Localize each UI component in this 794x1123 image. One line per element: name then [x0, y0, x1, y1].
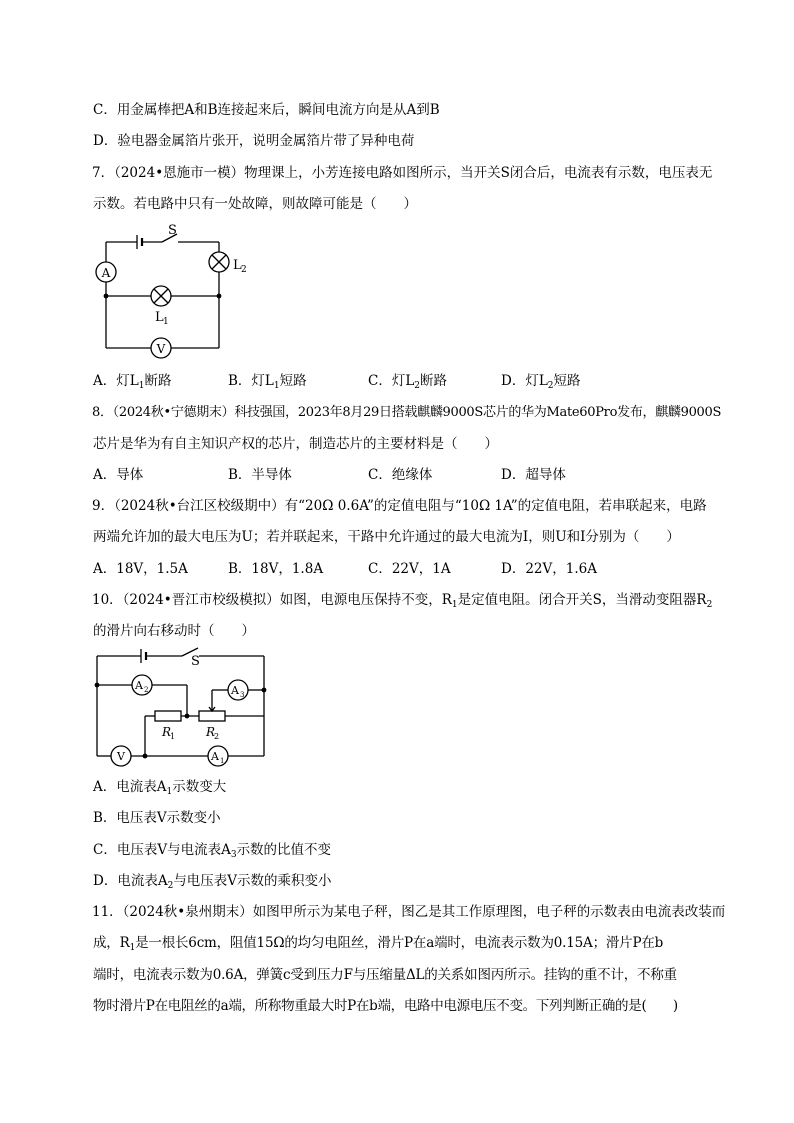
q9-stem-line2: 两端允许加的最大电压为U；若并联起来，干路中允许通过的最大电流为I，则U和I分别为（ ）	[93, 529, 680, 545]
q6-option-d: D．验电器金属箔片张开，说明金属箔片带了异种电荷	[93, 133, 415, 149]
q7-option-c: C．灯$L_2$断路	[368, 373, 448, 391]
q10-stem-line2: 的滑片向右移动时（ ）	[93, 623, 255, 639]
q7-option-b: B．灯$L_1$短路	[228, 373, 307, 391]
q7-option-d: D．灯$L_2$短路	[501, 373, 581, 391]
q7-ammeter-label: A	[101, 266, 111, 280]
q7-l2-sub: 2	[241, 265, 247, 275]
q11-stem-line2: 成，$R_1$是一根长6cm，阻值15Ω的均匀电阻丝，滑片P在a端时，电流表示数为0.15A；滑片P在b	[93, 935, 664, 953]
q9-option-c: C．22V，1A	[368, 561, 451, 577]
q8-option-c: C．绝缘体	[368, 467, 433, 483]
q11-stem-line4: 物时滑片P在电阻丝的a端，所称物重最大时P在b端，电路中电源电压不变。下列判断正确的是( )	[93, 998, 678, 1014]
q7-stem-line2: 示数。若电路中只有一处故障，则故障可能是（ ）	[93, 196, 417, 212]
q7-circuit-diagram	[90, 220, 250, 360]
q8-option-d: D．超导体	[501, 467, 566, 483]
q7-l1-sub: 1	[163, 317, 169, 327]
q9-options	[93, 559, 733, 579]
q10-r1-sub: 1	[170, 732, 176, 741]
q10-circuit-diagram	[90, 645, 270, 770]
q7-l2-label: L	[233, 258, 242, 273]
q10-option-b: B．电压表V示数变小	[93, 810, 221, 826]
q8-options	[93, 465, 733, 485]
q8-option-a: A．导体	[93, 467, 144, 483]
q10-r2-sub: 2	[214, 732, 220, 741]
q10-r1-label: R	[162, 725, 172, 739]
q8-stem-line2: 芯片是华为有自主知识产权的芯片，制造芯片的主要材料是（ ）	[93, 436, 498, 452]
q7-options	[93, 371, 733, 391]
q7-option-a: A．灯$L_1$断路	[93, 373, 172, 391]
q10-option-c: C．电压表V与电流表$A_3$示数的比值不变	[93, 842, 332, 860]
q7-voltmeter-label: V	[156, 342, 166, 356]
q10-r2-label: R	[206, 725, 216, 739]
q11-stem-line1: 11．（2024秋•泉州期末）如图甲所示为某电子秤，图乙是其工作原理图，电子秤的示数表由电流表改装而	[92, 904, 726, 920]
q11-stem-line3: 端时，电流表示数为0.6A，弹簧c受到压力F与压缩量ΔL的关系如图丙所示。挂钩的重不计，不称重	[93, 967, 677, 983]
q10-option-d: D．电流表$A_2$与电压表V示数的乘积变小	[93, 873, 332, 891]
q9-option-b: B．18V，1.8A	[228, 561, 324, 577]
q7-stem-line1: 7．（2024•恩施市一模）物理课上，小芳连接电路如图所示，当开关S闭合后，电流表有示数，电压表无	[92, 165, 713, 181]
q7-switch-label: S	[168, 223, 177, 238]
q10-stem-line1: 10．（2024•晋江市校级模拟）如图，电源电压保持不变，$R_1$是定值电阻。闭合开关S，当滑动变阻器$R_2$	[92, 592, 713, 610]
q9-option-d: D．22V，1.6A	[501, 561, 597, 577]
q10-a3-label: A	[231, 684, 239, 697]
q6-option-c: C．用金属棒把A和B连接起来后，瞬间电流方向是从A到B	[93, 102, 440, 118]
q10-a1-label: A	[211, 750, 219, 763]
q10-a3-sub: 3	[240, 691, 245, 699]
q10-option-a: A．电流表$A_1$示数变大	[93, 779, 227, 797]
q7-l1-label: L	[155, 310, 164, 325]
q10-switch-label: S	[191, 654, 200, 669]
q8-stem-line1: 8．（2024秋•宁德期末）科技强国，2023年8月29日搭载麒麟9000S芯片的华为Mate60Pro发布，麒麟9000S	[92, 405, 722, 420]
q10-voltmeter-label: V	[117, 750, 125, 763]
q9-option-a: A．18V，1.5A	[93, 561, 188, 577]
q9-stem-line1: 9．（2024秋•台江区校级期中）有“20Ω 0.6A”的定值电阻与“10Ω 1A”的定值电阻，若串联起来，电路	[92, 498, 707, 514]
q10-a2-label: A	[135, 679, 143, 692]
q8-option-b: B．半导体	[228, 467, 292, 483]
q10-a2-sub: 2	[144, 686, 149, 694]
q10-a1-sub: 1	[220, 757, 225, 765]
